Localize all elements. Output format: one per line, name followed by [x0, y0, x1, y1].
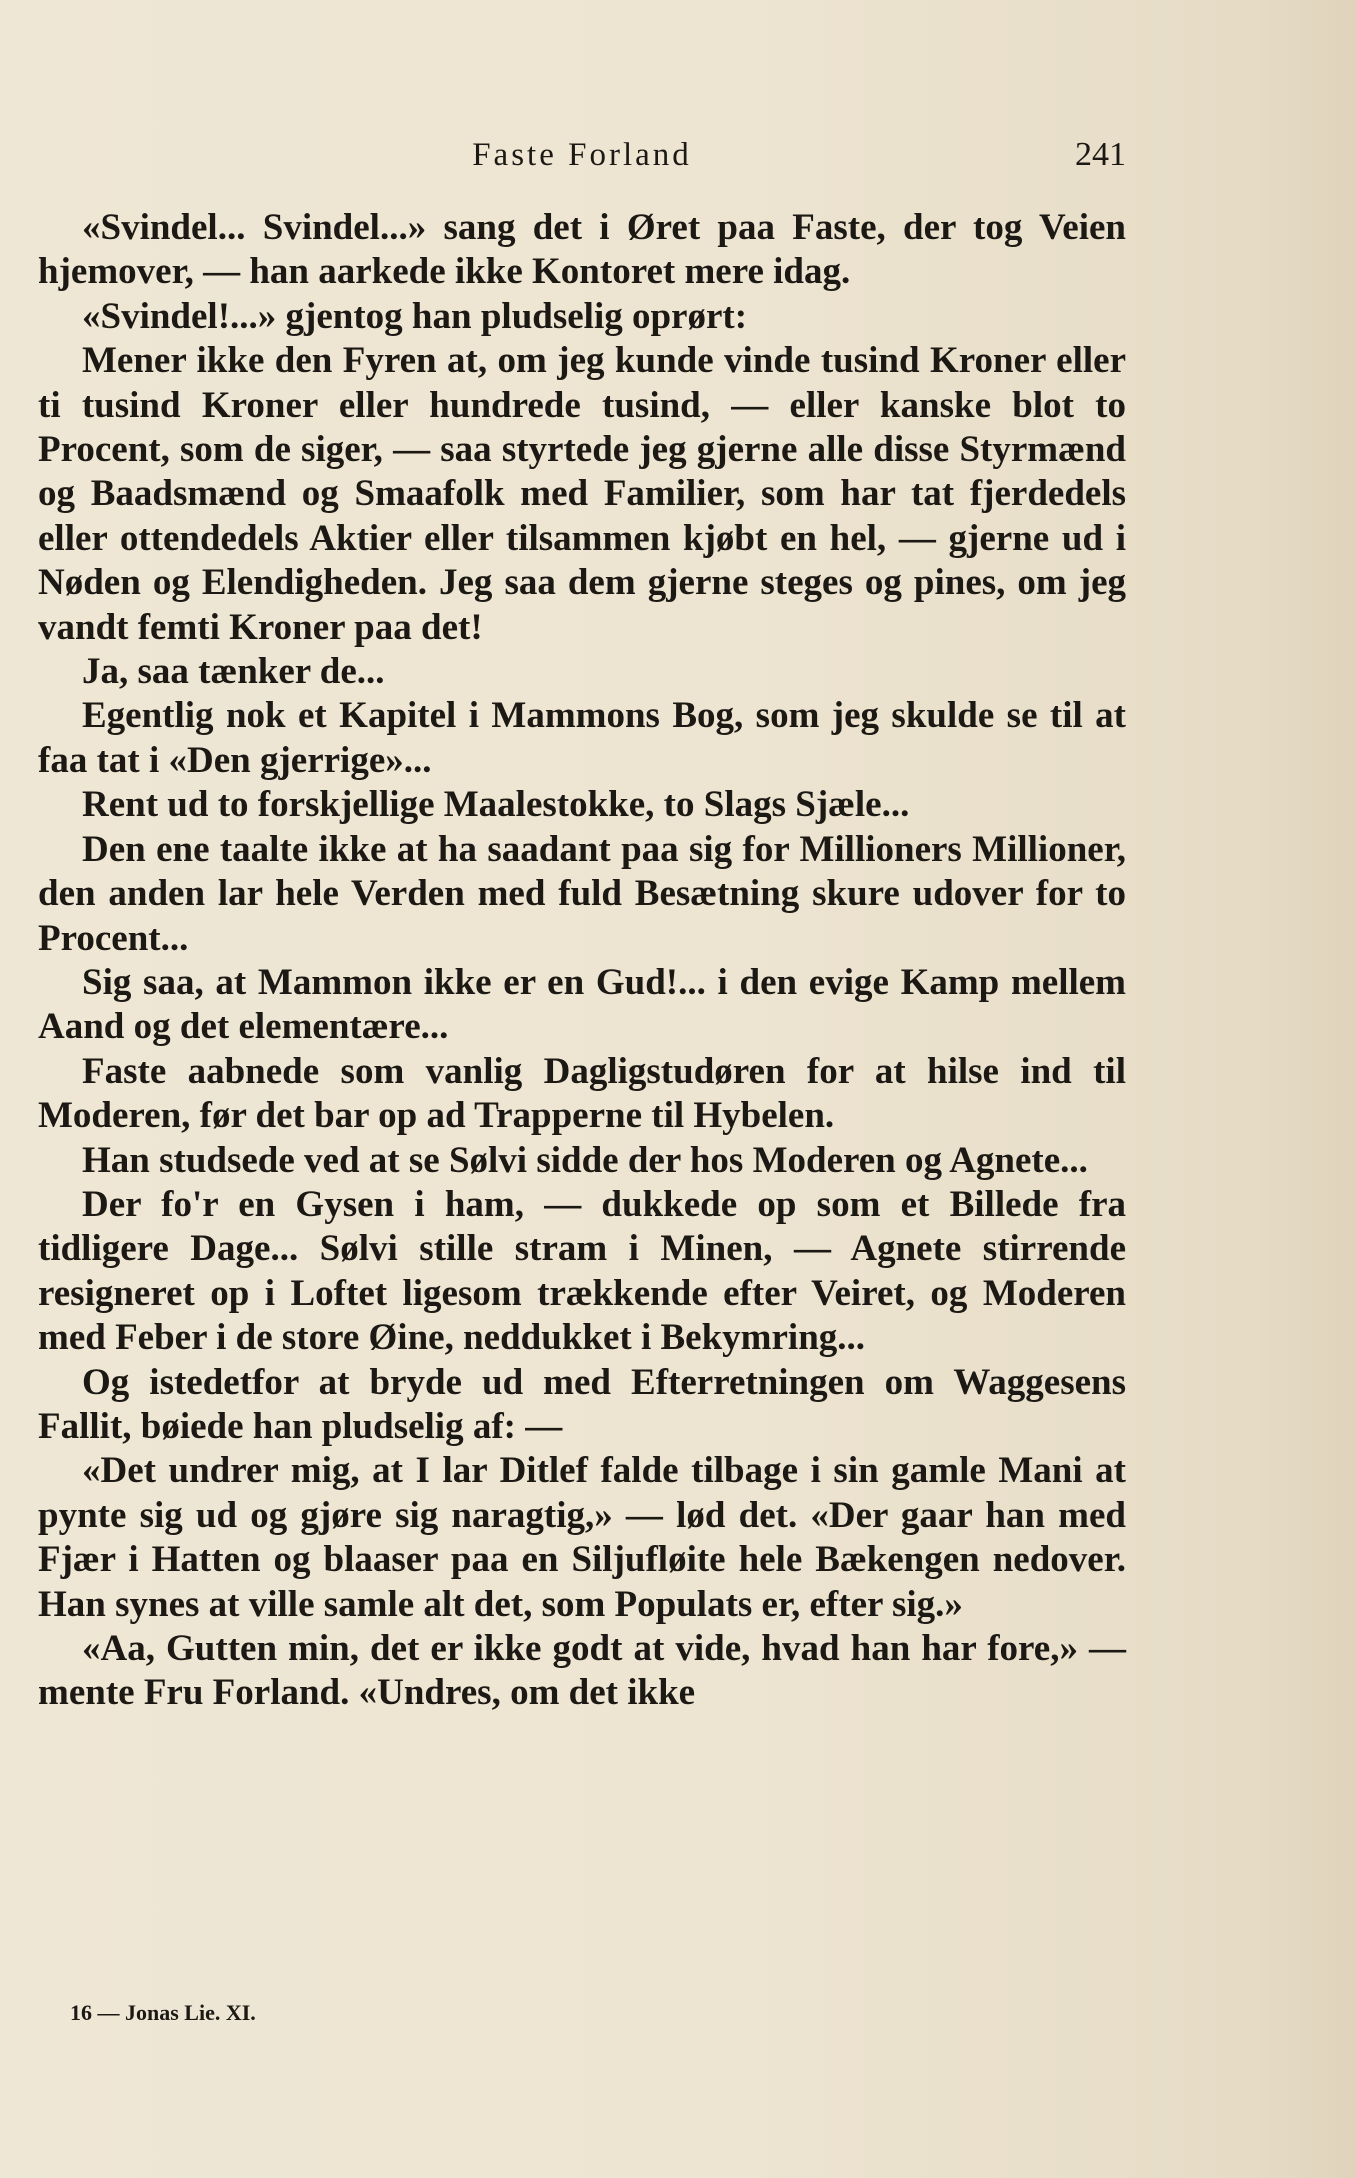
paragraph: Rent ud to forskjellige Maalestokke, to Slags Sjæle... — [82, 784, 910, 826]
paragraph: Mener ikke den Fyren at, om jeg kunde vinde tusind Kroner eller ti tusind Kroner eller hundrede tusind, — eller kanske blot to Procent, som de siger, — saa styrtede jeg gjerne alle disse Styrmænd og Baadsmænd og Smaafolk med Familier, som har tat fjerdedels eller ottendedels Aktier eller tilsammen kjøbt en hel, — gjerne ud i Nøden og Elendigheden. Jeg saa dem gjerne steges og pines, om jeg vandt femti Kroner paa det! — [38, 340, 1126, 648]
paragraph: Han studsede ved at se Sølvi sidde der hos Moderen og Agnete... — [82, 1139, 1088, 1181]
paragraph: Egentlig nok et Kapitel i Mammons Bog, som jeg skulde se til at faa tat i «Den gjerrige»... — [38, 695, 1126, 781]
paragraph: Og istedetfor at bryde ud med Efterretningen om Waggesens Fallit, bøiede han pludselig af: — — [38, 1361, 1126, 1447]
paragraph: Sig saa, at Mammon ikke er en Gud!... i den evige Kamp mellem Aand og det elementære... — [38, 961, 1126, 1048]
page-number: 241 — [1075, 136, 1126, 173]
paragraph: «Svindel... Svindel...» sang det i Øret paa Faste, der tog Veien hjemover, — han aarkede ikke Kontoret mere idag. — [38, 207, 1126, 293]
paragraph: «Svindel!...» gjentog han pludselig oprørt: — [82, 295, 748, 337]
paragraph: «Det undrer mig, at I lar Ditlef falde tilbage i sin gamle Mani at pynte sig ud og gjøre sig naragtig,» — lød det. «Der gaar han med Fjær i Hatten og blaaser paa en Siljufløite hele Bækengen nedover. Han synes at ville samle alt det, som Populats er, efter sig.» — [38, 1450, 1126, 1625]
paragraph: Ja, saa tænker de... — [82, 651, 385, 693]
page-header — [38, 130, 1126, 180]
signature-mark: 16 — Jonas Lie. XI. — [70, 2000, 256, 2025]
paragraph: Faste aabnede som vanlig Dagligstudøren for at hilse ind til Moderen, før det bar op ad Trapperne til Hybelen. — [38, 1050, 1126, 1137]
body-text — [38, 206, 1126, 1716]
paragraph: Den ene taalte ikke at ha saadant paa sig for Millioners Millioner, den anden lar hele Verden med fuld Besætning skure udover for to Procent... — [38, 828, 1126, 959]
running-title: Faste Forland — [472, 137, 692, 173]
paragraph: «Aa, Gutten min, det er ikke godt at vide, hvad han har fore,» — mente Fru Forland. «Undres, om det ikke — [38, 1628, 1126, 1714]
paragraph: Der fo'r en Gysen i ham, — dukkede op som et Billede fra tidligere Dage... Sølvi stille stram i Minen, — Agnete stirrende resigneret op i Loftet ligesom trækkende efter Veiret, og Moderen med Feber i de store Øine, neddukket i Bekymring... — [38, 1183, 1126, 1359]
